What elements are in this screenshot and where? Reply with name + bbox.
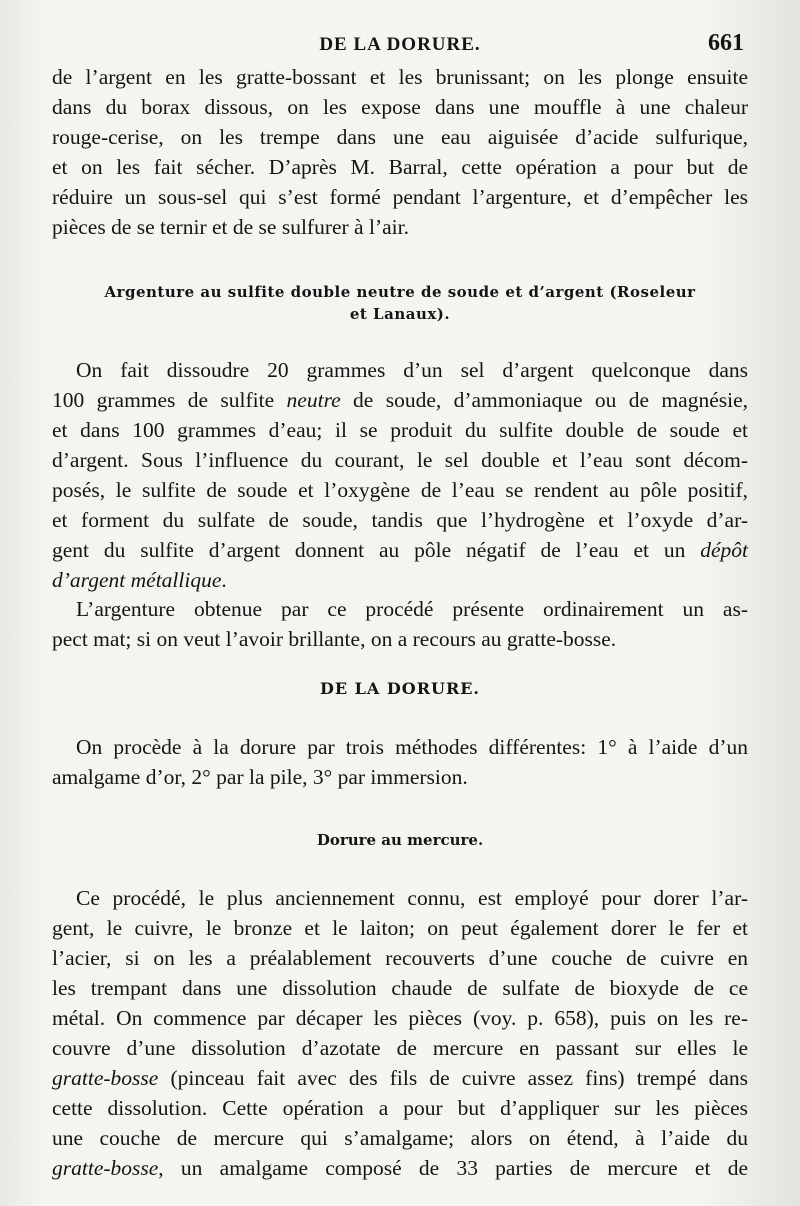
text-line: et forment du sulfate de soude, tandis que l’hydrogène et l’oxyde d’ar- <box>52 508 748 532</box>
text-line: et on les fait sécher. D’après M. Barral, cette opération a pour but de <box>52 155 748 179</box>
text-line: d’argent métallique. <box>52 568 227 592</box>
text-line: On fait dissoudre 20 grammes d’un sel d’argent quelconque dans <box>76 358 748 382</box>
text-line: d’argent. Sous l’influence du courant, le sel double et l’eau sont décom- <box>52 448 748 472</box>
paragraph-dorure-mercure <box>52 883 748 1183</box>
text-line: gent du sulfite d’argent donnent au pôle négatif de l’eau et un dépôt <box>52 538 748 562</box>
page-header <box>52 30 748 60</box>
text-line: cette dissolution. Cette opération a pour but d’appliquer sur les pièces <box>52 1096 748 1120</box>
paragraph-argenture-result <box>52 594 748 654</box>
section-heading-sulfite <box>52 281 748 325</box>
text-line: les trempant dans une dissolution chaude de sulfate de bioxyde de ce <box>52 976 748 1000</box>
text-line: pièces de se ternir et de se sulfurer à l’air. <box>52 215 409 239</box>
text-line: et dans 100 grammes d’eau; il se produit du sulfite double de soude et <box>52 418 748 442</box>
page-number: 661 <box>708 30 744 56</box>
text-line: amalgame d’or, 2° par la pile, 3° par immersion. <box>52 765 468 789</box>
text-line: On procède à la dorure par trois méthodes différentes: 1° à l’aide d’un <box>76 735 748 759</box>
text-line: rouge-cerise, on les trempe dans une eau aiguisée d’acide sulfurique, <box>52 125 748 149</box>
paragraph-sulfite-method <box>52 355 748 595</box>
text-line: 100 grammes de sulfite neutre de soude, d’ammoniaque ou de magnésie, <box>52 388 748 412</box>
text-line: réduire un sous-sel qui s’est formé pendant l’argenture, et d’empêcher les <box>52 185 748 209</box>
text-line: posés, le sulfite de soude et l’oxygène de l’eau se rendent au pôle positif, <box>52 478 748 502</box>
section-heading-dorure: DE LA DORURE. <box>320 679 480 698</box>
text-line: dans du borax dissous, on les expose dans une mouffle à une chaleur <box>52 95 748 119</box>
running-head: DE LA DORURE. <box>319 34 481 55</box>
text-line: Ce procédé, le plus anciennement connu, est employé pour dorer l’ar- <box>76 886 748 910</box>
text-line: métal. On commence par décaper les pièces (voy. p. 658), puis on les re- <box>52 1006 748 1030</box>
text-line: pect mat; si on veut l’avoir brillante, on a recours au gratte-bosse. <box>52 627 617 651</box>
text-line: de l’argent en les gratte-bossant et les brunissant; on les plonge ensuite <box>52 65 748 89</box>
text-line: gratte-bosse (pinceau fait avec des fils de cuivre assez fins) trempé dans <box>52 1066 748 1090</box>
text-line: L’argenture obtenue par ce procédé présente ordinairement un as- <box>76 597 748 621</box>
paragraph-dorure-methods <box>52 732 748 792</box>
text-line: gent, le cuivre, le bronze et le laiton; on peut également dorer le fer et <box>52 916 748 940</box>
text-line: l’acier, si on les a préalablement recouverts d’une couche de cuivre en <box>52 946 748 970</box>
heading-line: et Lanaux). <box>349 305 451 323</box>
text-line: gratte-bosse, un amalgame composé de 33 parties de mercure et de <box>52 1156 748 1180</box>
paragraph-argenture-finish <box>52 62 748 242</box>
heading-line: Argenture au sulfite double neutre de soude et d’argent (Roseleur <box>104 283 696 301</box>
section-heading-mercure: Dorure au mercure. <box>316 831 484 849</box>
text-line: couvre d’une dissolution d’azotate de mercure en passant sur elles le <box>52 1036 748 1060</box>
text-line: une couche de mercure qui s’amalgame; alors on étend, à l’aide du <box>52 1126 748 1150</box>
